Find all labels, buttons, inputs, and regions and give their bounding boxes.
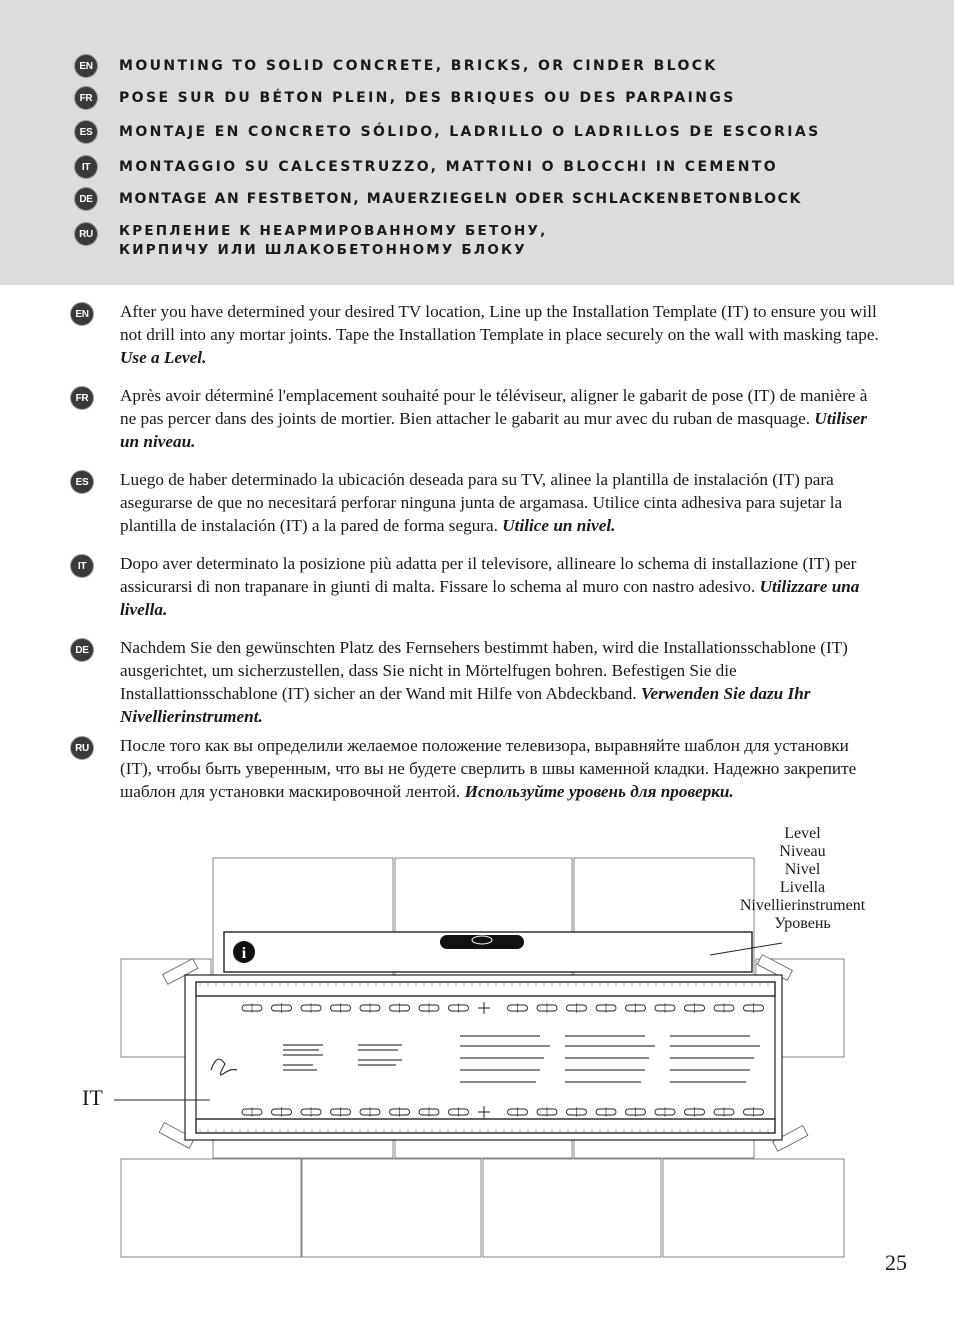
paragraph-body: Nachdem Sie den gewünschten Platz des Fernsehers bestimmt haben, wird die Installationsschablone (IT) ausgerichtet, um sicherzustellen, dass Sie nicht in Mörtelfugen bohren. Befestigen Sie die Installattionsschablone (IT) sicher an der Wand mit Hilfe von Abdeckband.	[120, 638, 848, 703]
language-badge-ru: RU	[74, 222, 98, 246]
fine-print-line	[670, 1045, 760, 1047]
header-title-es: MONTAJE EN CONCRETO SÓLIDO, LADRILLO O LADRILLOS DE ESCORIAS	[119, 124, 821, 140]
fine-print-line	[283, 1049, 319, 1051]
fine-print-line	[283, 1064, 313, 1066]
fine-print-line	[283, 1069, 317, 1071]
level-label-es: Nivel	[784, 861, 821, 878]
paragraph-body: После того как вы определили желаемое положение телевизора, выравняйте шаблон для установки (IT), чтобы быть уверенным, что вы не будете сверлить в швы каменной кладки. Надежно закрепите шаблон для установки маскировочной лентой.	[120, 736, 857, 801]
fine-print-line	[565, 1035, 645, 1037]
language-badge-es: ES	[70, 470, 94, 494]
fine-print-line	[358, 1059, 402, 1061]
paragraph-body: Luego de haber determinado la ubicación deseada para su TV, alinee la plantilla de instalación (IT) para asegurarse de que no necesitará perforar ninguna junta de argamasa. Utilice cinta adhesiva para sujetar la plantilla de instalación (IT) a la pared de forma segura.	[120, 470, 843, 535]
level-label-fr: Niveau	[779, 843, 826, 860]
header-title-de: MONTAGE AN FESTBETON, MAUERZIEGELN ODER SCHLACKENBETONBLOCK	[119, 191, 802, 207]
fine-print-line	[565, 1057, 649, 1059]
header-title-ru-line2: КИРПИЧУ ИЛИ ШЛАКОБЕТОННОМУ БЛОКУ	[119, 242, 527, 258]
wall-block	[483, 1159, 661, 1257]
fine-print-line	[670, 1081, 746, 1083]
bubble-vial	[440, 935, 524, 949]
fine-print-line	[460, 1045, 550, 1047]
wall-block	[121, 1159, 301, 1257]
fine-print-line	[358, 1049, 398, 1051]
fine-print-line	[460, 1069, 540, 1071]
language-badge-es: ES	[74, 120, 98, 144]
fine-print-line	[460, 1035, 540, 1037]
fine-print-line	[358, 1044, 402, 1046]
fine-print-line	[283, 1054, 323, 1056]
language-badge-de: DE	[70, 638, 94, 662]
language-badge-fr: FR	[70, 386, 94, 410]
header-title-it: MONTAGGIO SU CALCESTRUZZO, MATTONI O BLOCCHI IN CEMENTO	[119, 159, 779, 175]
language-badge-ru: RU	[70, 736, 94, 760]
fine-print-line	[670, 1035, 750, 1037]
level-label-de: Nivellierinstrument	[739, 897, 866, 914]
wall-block	[302, 1159, 481, 1257]
header-title-fr: POSE SUR DU BÉTON PLEIN, DES BRIQUES OU DES PARPAINGS	[119, 90, 736, 106]
info-icon-glyph: i	[241, 945, 247, 962]
template-label: IT	[82, 1085, 103, 1110]
paragraph-emphasis: Verwenden Sie dazu Ihr Nivellierinstrument.	[120, 684, 811, 726]
paragraph-emphasis: Use a Level.	[120, 348, 207, 367]
fine-print-line	[460, 1057, 544, 1059]
fine-print-line	[358, 1064, 396, 1066]
fine-print-line	[283, 1044, 323, 1046]
language-badge-en: EN	[70, 302, 94, 326]
header-title-ru-line1: КРЕПЛЕНИЕ К НЕАРМИРОВАННОМУ БЕТОНУ,	[119, 223, 548, 239]
fine-print-line	[565, 1081, 641, 1083]
paragraph-emphasis: Используйте уровень для проверки.	[464, 782, 734, 801]
language-badge-fr: FR	[74, 86, 98, 110]
language-badge-de: DE	[74, 187, 98, 211]
page-number: 25	[885, 1250, 907, 1275]
paragraph-emphasis: Utilice un nivel.	[502, 516, 616, 535]
level-label-ru: Уровень	[774, 915, 831, 932]
fine-print-line	[670, 1069, 750, 1071]
fine-print-line	[565, 1069, 645, 1071]
language-badge-it: IT	[74, 155, 98, 179]
fine-print-line	[670, 1057, 754, 1059]
language-badge-it: IT	[70, 554, 94, 578]
language-badge-en: EN	[74, 54, 98, 78]
paragraph-body: Après avoir déterminé l'emplacement souhaité pour le téléviseur, aligner le gabarit de pose (IT) de manière à ne pas percer dans des joints de mortier. Bien attacher le gabarit au mur avec du ruban de masquage.	[120, 386, 868, 428]
wall-block	[663, 1159, 844, 1257]
paragraph-body: After you have determined your desired TV location, Line up the Installation Template (IT) to ensure you will not drill into any mortar joints. Tape the Installation Template in place securely on the wall with masking tape.	[120, 302, 879, 344]
level-label-it: Livella	[779, 879, 826, 896]
header-title-en: MOUNTING TO SOLID CONCRETE, BRICKS, OR CINDER BLOCK	[119, 58, 718, 74]
fine-print-line	[565, 1045, 655, 1047]
level-label-en: Level	[784, 825, 821, 842]
fine-print-line	[460, 1081, 536, 1083]
paragraph-emphasis: Utilizzare una livella.	[120, 577, 860, 619]
paragraph-emphasis: Utiliser un niveau.	[120, 409, 867, 451]
paragraph-body: Dopo aver determinato la posizione più adatta per il televisore, allineare lo schema di installazione (IT) per assicurarsi di non trapanare in giunti di malta. Fissare lo schema al muro con nastro adesivo.	[120, 554, 857, 596]
level-labels	[700, 825, 905, 933]
